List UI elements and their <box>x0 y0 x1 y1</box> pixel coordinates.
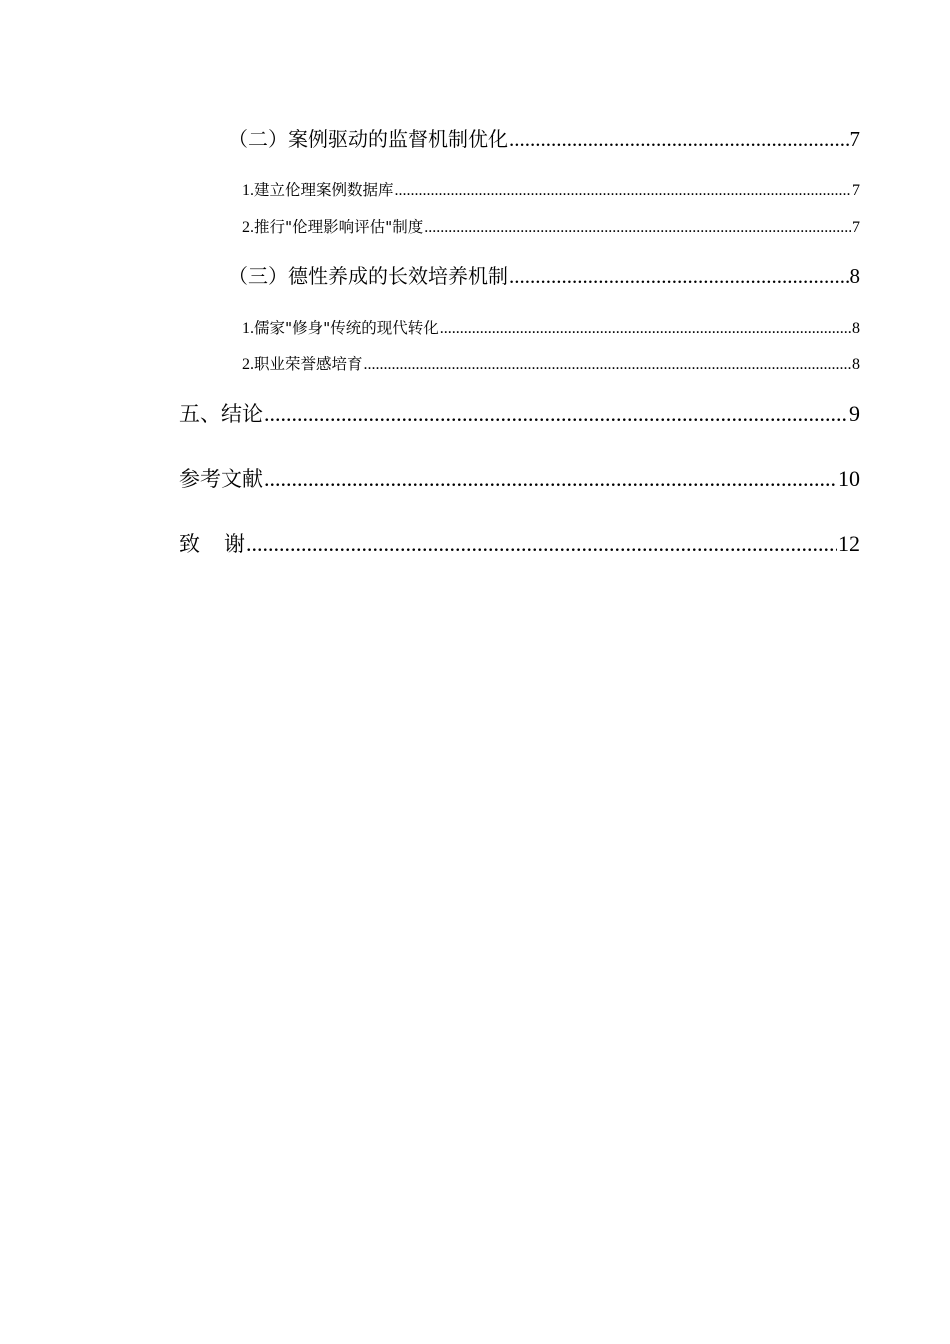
toc-entry-label-last: 谢 <box>224 532 245 556</box>
toc-entry-references[interactable] <box>179 463 860 495</box>
toc-page-number: 7 <box>852 182 860 199</box>
toc-entry-label: 参考文献 <box>179 467 263 491</box>
toc-dot-leader <box>364 354 851 376</box>
toc-dot-leader <box>509 124 849 154</box>
toc-entry-number: 2. <box>242 356 254 373</box>
toc-entry-number: 2. <box>242 219 254 236</box>
toc-entry-label: （三）德性养成的长效培养机制 <box>228 264 508 288</box>
toc-entry-label: （二）案例驱动的监督机制优化 <box>228 127 508 151</box>
toc-entry-subsection-1[interactable] <box>242 179 860 201</box>
toc-entry-label <box>179 528 245 560</box>
toc-entry-number: 1. <box>242 320 254 337</box>
toc-entry-label: 五、结论 <box>179 402 263 426</box>
toc-entry-text: 职业荣誉感培育 <box>254 355 363 373</box>
toc-dot-leader <box>440 318 851 340</box>
toc-entry-subsection-2[interactable] <box>242 353 860 375</box>
toc-entry-section-2-3[interactable] <box>228 261 860 291</box>
toc-page-number: 8 <box>849 264 860 288</box>
toc-entry-section-2-2[interactable] <box>228 124 860 154</box>
toc-entry-acknowledgements[interactable] <box>179 528 860 560</box>
toc-entry-label <box>242 353 363 376</box>
toc-entry-subsection-1[interactable] <box>242 317 860 339</box>
toc-entry-label <box>242 317 439 340</box>
toc-entry-label-first: 致 <box>179 532 224 556</box>
toc-entry-subsection-2[interactable] <box>242 216 860 238</box>
toc-entry-label <box>242 216 423 239</box>
toc-entry-conclusion[interactable] <box>179 398 860 430</box>
toc-dot-leader <box>264 463 837 495</box>
toc-page-number: 8 <box>852 320 860 337</box>
toc-page-number: 8 <box>852 356 860 373</box>
toc-entry-text: 推行"伦理影响评估"制度 <box>254 218 424 236</box>
toc-entry-text: 儒家"修身"传统的现代转化 <box>254 319 439 337</box>
toc-page-number: 7 <box>852 219 860 236</box>
toc-page-number: 12 <box>838 531 860 556</box>
toc-dot-leader <box>264 398 848 430</box>
toc-entry-label <box>242 179 394 202</box>
toc-dot-leader <box>246 528 837 560</box>
toc-entry-text: 建立伦理案例数据库 <box>254 181 394 199</box>
toc-page-number: 10 <box>838 466 860 491</box>
toc-page-number: 7 <box>849 127 860 151</box>
toc-dot-leader <box>395 180 851 202</box>
toc-dot-leader <box>424 217 851 239</box>
toc-dot-leader <box>509 261 849 291</box>
toc-page-number: 9 <box>849 401 860 426</box>
toc-entry-number: 1. <box>242 182 254 199</box>
